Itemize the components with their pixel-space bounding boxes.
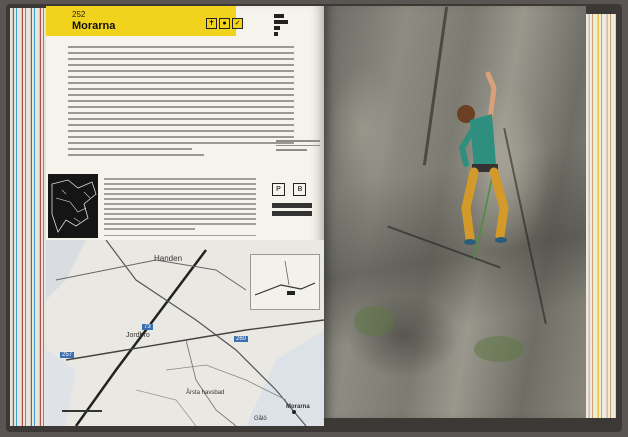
grade-bar-graphic (274, 12, 314, 36)
gps-coordinate-bar (272, 203, 312, 208)
photo-caption (276, 140, 320, 154)
map-label-arsta-havsbad: Årsta havsbad (186, 390, 225, 396)
page-edges-left (10, 8, 50, 426)
moss-patch (354, 306, 394, 336)
map-label-morarna: Morarna (286, 404, 310, 410)
directions-text (104, 178, 256, 250)
intro-text-block (68, 46, 294, 160)
map-label-road-73: 73 (144, 324, 151, 330)
access-icons (272, 178, 322, 219)
header-icons (206, 18, 243, 29)
crag-title: Morarna (72, 20, 116, 32)
check-icon: ✓ (232, 18, 243, 29)
hiking-icon: ✝ (206, 18, 217, 29)
map-label-jordbro: Jordbro (126, 332, 150, 339)
map-label-handen: Handen (154, 254, 183, 263)
page-edges-right (586, 14, 616, 418)
approach-inset-map (250, 254, 320, 310)
bus-icon: B (293, 183, 306, 196)
left-page (46, 6, 324, 426)
road-map (46, 240, 324, 426)
moss-patch (474, 336, 524, 362)
climber (444, 68, 524, 258)
map-label-road-260: 260 (236, 336, 247, 342)
overview-map (48, 174, 98, 238)
gps-coordinate-bar (272, 211, 312, 216)
climbing-photo (324, 6, 586, 418)
map-label-road-257: 257 (62, 352, 73, 358)
header-band (46, 6, 241, 36)
location-pin-icon: ● (219, 18, 230, 29)
page-number: 252 (72, 10, 86, 19)
parking-icon: P (272, 183, 285, 196)
map-label-galo: Gålö (254, 416, 267, 422)
